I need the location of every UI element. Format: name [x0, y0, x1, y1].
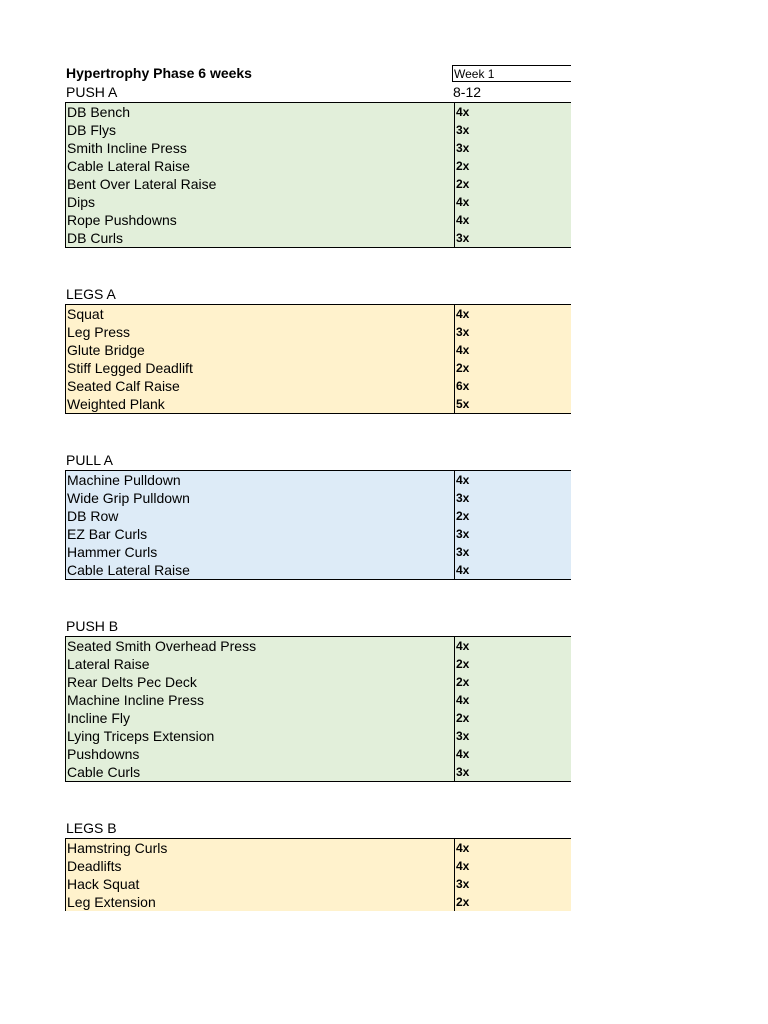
exercise-name-cell[interactable]: Weighted Plank — [67, 396, 165, 412]
exercise-name-cell[interactable]: Squat — [67, 306, 104, 322]
exercise-row — [66, 341, 572, 359]
exercise-name-cell[interactable]: Leg Extension — [67, 894, 156, 910]
exercise-row — [66, 525, 572, 543]
section-title: PULL A — [66, 452, 113, 468]
exercise-row — [66, 489, 572, 507]
exercise-name-cell[interactable]: Hammer Curls — [67, 544, 158, 560]
exercise-grid — [66, 103, 572, 247]
exercise-row — [66, 561, 572, 579]
exercise-row — [66, 709, 572, 727]
exercise-grid — [66, 305, 572, 413]
exercise-name-cell[interactable]: Pushdowns — [67, 746, 140, 762]
exercise-name-cell[interactable]: Machine Pulldown — [67, 472, 181, 488]
exercise-row — [66, 323, 572, 341]
exercise-name-cell[interactable]: Cable Lateral Raise — [67, 158, 190, 174]
exercise-row — [66, 157, 572, 175]
exercise-row — [66, 893, 572, 911]
exercise-name-cell[interactable]: Dips — [67, 194, 96, 210]
sets-cell[interactable]: 2x — [455, 709, 573, 727]
sets-cell[interactable]: 2x — [455, 507, 573, 525]
section-title: LEGS B — [66, 820, 117, 836]
exercise-name-cell[interactable]: Hamstring Curls — [67, 840, 168, 856]
exercise-row — [66, 745, 572, 763]
exercise-name-cell[interactable]: DB Flys — [67, 122, 116, 138]
sets-cell[interactable]: 2x — [455, 673, 573, 691]
sets-cell[interactable]: 6x — [455, 377, 573, 395]
exercise-name-cell[interactable]: Lying Triceps Extension — [67, 728, 215, 744]
exercise-row — [66, 543, 572, 561]
section-gap — [65, 580, 571, 617]
week-label-cell[interactable]: Week 1 — [452, 65, 571, 82]
sets-cell[interactable]: 3x — [455, 763, 573, 781]
exercise-name-cell[interactable]: DB Row — [67, 508, 119, 524]
exercise-name-cell[interactable]: Seated Smith Overhead Press — [67, 638, 257, 654]
exercise-name-cell[interactable]: Hack Squat — [67, 876, 140, 892]
section-header-row — [65, 83, 571, 102]
exercise-name-cell[interactable]: Cable Lateral Raise — [67, 562, 190, 578]
sets-cell[interactable]: 4x — [455, 691, 573, 709]
sets-cell[interactable]: 3x — [455, 323, 573, 341]
exercise-row — [66, 857, 572, 875]
exercise-name-cell[interactable]: Seated Calf Raise — [67, 378, 180, 394]
section-title: PUSH A — [66, 84, 118, 100]
sets-cell[interactable]: 3x — [455, 229, 573, 247]
sets-cell[interactable]: 4x — [455, 341, 573, 359]
exercise-row — [66, 673, 572, 691]
sets-cell[interactable]: 4x — [455, 839, 573, 857]
sets-cell[interactable]: 4x — [455, 471, 573, 489]
exercise-row — [66, 103, 572, 121]
exercise-name-cell[interactable]: DB Bench — [67, 104, 131, 120]
exercise-name-cell[interactable]: DB Curls — [67, 230, 124, 246]
sets-cell[interactable]: 2x — [455, 893, 573, 911]
exercise-table — [65, 838, 571, 911]
exercise-name-cell[interactable]: Lateral Raise — [67, 656, 150, 672]
sets-cell[interactable]: 4x — [455, 745, 573, 763]
exercise-name-cell[interactable]: Glute Bridge — [67, 342, 145, 358]
exercise-row — [66, 395, 572, 413]
sets-cell[interactable]: 5x — [455, 395, 573, 413]
exercise-name-cell[interactable]: Rear Delts Pec Deck — [67, 674, 197, 690]
title-row — [65, 63, 571, 83]
exercise-grid — [66, 839, 572, 911]
exercise-row — [66, 839, 572, 857]
exercise-row — [66, 211, 572, 229]
sets-cell[interactable]: 2x — [455, 655, 573, 673]
exercise-row — [66, 377, 572, 395]
sets-cell[interactable]: 2x — [455, 157, 573, 175]
exercise-name-cell[interactable]: Machine Incline Press — [67, 692, 204, 708]
sets-cell[interactable]: 4x — [455, 561, 573, 579]
exercise-row — [66, 139, 572, 157]
exercise-name-cell[interactable]: Smith Incline Press — [67, 140, 187, 156]
exercise-name-cell[interactable]: Deadlifts — [67, 858, 122, 874]
exercise-name-cell[interactable]: Stiff Legged Deadlift — [67, 360, 193, 376]
exercise-name-cell[interactable]: Rope Pushdowns — [67, 212, 177, 228]
section-gap — [65, 414, 571, 451]
exercise-row — [66, 359, 572, 377]
exercise-row — [66, 193, 572, 211]
sets-cell[interactable]: 4x — [455, 211, 573, 229]
section-header-row — [65, 285, 571, 304]
exercise-name-cell[interactable]: Cable Curls — [67, 764, 141, 780]
exercise-table — [65, 470, 571, 580]
exercise-row — [66, 875, 572, 893]
exercise-row — [66, 637, 572, 655]
exercise-table — [65, 636, 571, 782]
sets-cell[interactable]: 3x — [455, 139, 573, 157]
exercise-name-cell[interactable]: Bent Over Lateral Raise — [67, 176, 217, 192]
sets-cell[interactable]: 4x — [455, 857, 573, 875]
section-title: PUSH B — [66, 618, 119, 634]
sets-cell[interactable]: 2x — [455, 175, 573, 193]
sets-cell[interactable]: 3x — [455, 525, 573, 543]
exercise-table — [65, 102, 571, 248]
exercise-row — [66, 121, 572, 139]
section-header-row — [65, 617, 571, 636]
sets-cell[interactable]: 3x — [455, 727, 573, 745]
exercise-row — [66, 471, 572, 489]
rep-range-border — [452, 102, 571, 103]
section-header-row — [65, 451, 571, 470]
sets-cell[interactable]: 2x — [455, 359, 573, 377]
sections-container — [65, 83, 571, 911]
sets-cell[interactable]: 3x — [455, 489, 573, 507]
sets-cell[interactable]: 4x — [455, 305, 573, 323]
sets-cell[interactable]: 3x — [455, 543, 573, 561]
sets-cell[interactable]: 4x — [455, 193, 573, 211]
exercise-name-cell[interactable]: Wide Grip Pulldown — [67, 490, 190, 506]
exercise-row — [66, 763, 572, 781]
exercise-row — [66, 305, 572, 323]
sets-cell[interactable]: 3x — [455, 121, 573, 139]
exercise-row — [66, 691, 572, 709]
program-title: Hypertrophy Phase 6 weeks — [66, 65, 252, 81]
exercise-name-cell[interactable]: Leg Press — [67, 324, 131, 340]
exercise-row — [66, 727, 572, 745]
exercise-name-cell[interactable]: EZ Bar Curls — [67, 526, 148, 542]
section-title: LEGS A — [66, 286, 116, 302]
section-gap — [65, 782, 571, 819]
sets-cell[interactable]: 3x — [455, 875, 573, 893]
rep-range-label: 8-12 — [453, 84, 482, 100]
exercise-row — [66, 655, 572, 673]
exercise-row — [66, 507, 572, 525]
exercise-name-cell[interactable]: Incline Fly — [67, 710, 131, 726]
exercise-grid — [66, 637, 572, 781]
sets-cell[interactable]: 4x — [455, 637, 573, 655]
exercise-row — [66, 229, 572, 247]
workout-sheet — [65, 63, 571, 911]
sets-cell[interactable]: 4x — [455, 103, 573, 121]
exercise-table — [65, 304, 571, 414]
exercise-grid — [66, 471, 572, 579]
section-gap — [65, 248, 571, 285]
exercise-row — [66, 175, 572, 193]
section-header-row — [65, 819, 571, 838]
